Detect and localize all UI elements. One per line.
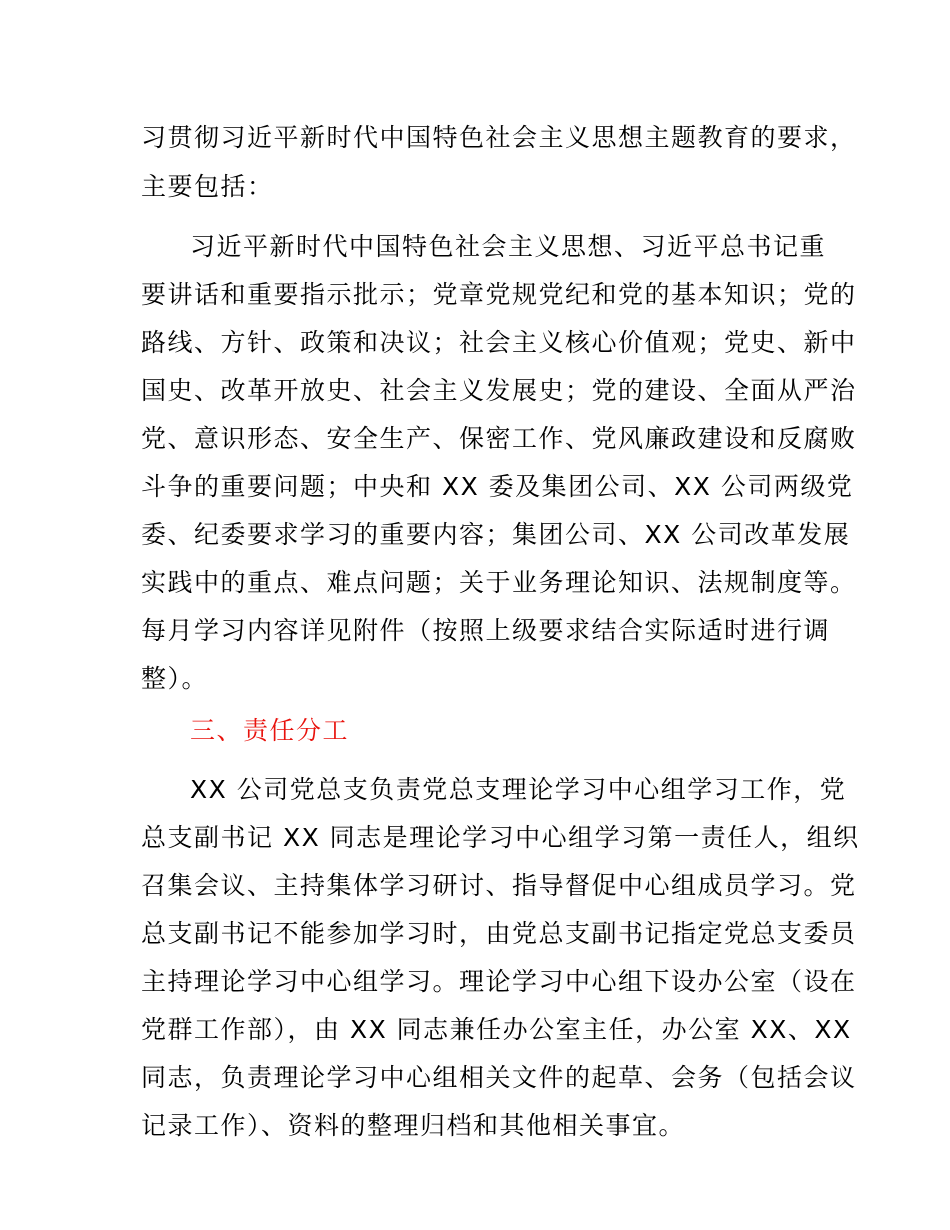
text-line: 同志，负责理论学习中心组相关文件的起草、会务（包括会议 xyxy=(141,1063,857,1092)
text-line: 路线、方针、政策和决议；社会主义核心价值观；党史、新中 xyxy=(141,328,857,357)
text-line: 召集会议、主持集体学习研讨、指导督促中心组成员学习。党 xyxy=(141,871,857,900)
text-line: 每月学习内容详见附件（按照上级要求结合实际适时进行调 xyxy=(141,616,831,645)
text-line: 要讲话和重要指示批示；党章党规党纪和党的基本知识；党的 xyxy=(141,280,857,309)
text-line: 实践中的重点、难点问题；关于业务理论知识、法规制度等。 xyxy=(141,568,857,597)
text-line: 主要包括： xyxy=(141,172,274,201)
section-heading: 三、责任分工 xyxy=(190,716,350,745)
text-line: XX 公司党总支负责党总支理论学习中心组学习工作，党 xyxy=(190,775,847,804)
text-line: 党群工作部），由 XX 同志兼任办公室主任，办公室 XX、XX xyxy=(141,1015,852,1044)
text-line: 国史、改革开放史、社会主义发展史；党的建设、全面从严治 xyxy=(141,376,857,405)
text-line: 总支副书记不能参加学习时，由党总支副书记指定党总支委员 xyxy=(141,919,857,948)
text-line: 习近平新时代中国特色社会主义思想、习近平总书记重 xyxy=(190,232,827,261)
text-line: 记录工作）、资料的整理归档和其他相关事宜。 xyxy=(141,1111,686,1140)
text-line: 党、意识形态、安全生产、保密工作、党风廉政建设和反腐败 xyxy=(141,424,857,453)
text-line: 主持理论学习中心组学习。理论学习中心组下设办公室（设在 xyxy=(141,967,857,996)
text-line: 习贯彻习近平新时代中国特色社会主义思想主题教育的要求， xyxy=(141,123,857,152)
text-line: 委、纪委要求学习的重要内容；集团公司、XX 公司改革发展 xyxy=(141,520,851,549)
text-line: 总支副书记 XX 同志是理论学习中心组学习第一责任人，组织 xyxy=(141,823,860,852)
text-line: 整）。 xyxy=(141,664,209,693)
text-line: 斗争的重要问题；中央和 XX 委及集团公司、XX 公司两级党 xyxy=(141,472,854,501)
